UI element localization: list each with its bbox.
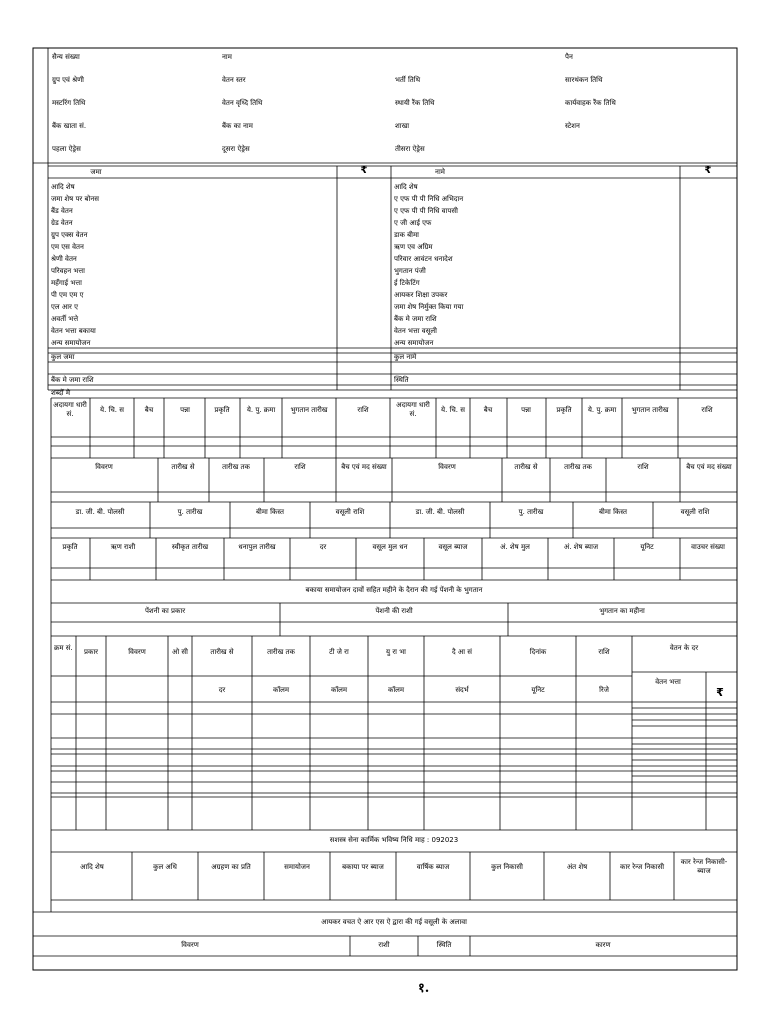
table-header: प्रकार [83, 648, 99, 656]
list-item: आदि शेष [51, 183, 75, 191]
service-number-label: सैन्य संख्या [52, 53, 80, 61]
table-header: अदायगा धारी सं. [396, 401, 430, 418]
table-header: राशि [598, 648, 610, 656]
page-number: १. [418, 981, 430, 996]
table-header: ओ सी [172, 648, 188, 656]
table-header: राशि [701, 406, 713, 414]
mustering-date-label: मस्टरिंग तिथि [52, 99, 86, 107]
list-item: श्रेणी वेतन [51, 255, 77, 263]
list-item: बैंक मे जमा राशि [394, 315, 437, 323]
table-header: वार्षिक ब्याज [416, 863, 450, 871]
pay-level-label: वेतन स्तर [222, 76, 246, 84]
table-header: बैच [483, 406, 493, 414]
list-item: वेतन भत्ता बकाया [51, 327, 96, 335]
list-item: ए एफ पी पी निधि वापसी [394, 207, 458, 215]
increment-date-label: वेतन वृध्दि तिथि [222, 99, 263, 107]
table-header: विवरण [438, 463, 456, 471]
table-header: तारीख तक [564, 463, 592, 471]
debit-items [394, 181, 674, 349]
bank-name-label: बैंक का नाम [222, 122, 253, 130]
table-header: तारीख से [514, 463, 538, 471]
section-title: बकाया समायोजन दावों सहित महीने के दैरान की गई पेंशनी के भुगतान [305, 586, 483, 594]
in-words-label: शब्दों मे [51, 389, 71, 397]
table-header: राशी [378, 941, 390, 949]
table-header: वसूली राशि [680, 508, 710, 516]
list-item: ए जी आई एफ [394, 219, 432, 227]
table-header: बैच एवं मद संख्या [686, 463, 732, 471]
list-item: अन्य समायोजन [394, 339, 434, 347]
pay-rate-header: वेतन के दर [669, 644, 699, 652]
table-header: भुगतान तारीख [290, 406, 328, 414]
table-header: तारीख से [210, 648, 234, 656]
table-header: भुगतान तारीख [631, 406, 669, 414]
table-header: कुल अधि [153, 863, 177, 871]
table-header: ये. पु. क्रमा [587, 406, 617, 414]
section-title: आयकर वचत ऐ आर एस ऐ द्वारा की गई वसूली के अलावा [321, 918, 467, 926]
list-item: ई टिकेटिंग [394, 279, 420, 287]
table-header: दर [218, 686, 226, 694]
table-header: प्रकृति [556, 406, 572, 414]
credit-title: जमा [90, 168, 102, 176]
credit-items [51, 181, 331, 349]
table-header: राशि [294, 463, 306, 471]
table-header: पन्ना [180, 406, 190, 414]
list-item: जमा शेष निर्मुक्त किया गया [394, 303, 464, 311]
debit-total-label: कुल नामे [394, 353, 417, 361]
list-item: परिवहन भत्ता [51, 267, 85, 275]
table-header: बकाया पर ब्याज [342, 863, 384, 871]
table-header: वाउचर संख्या [691, 543, 725, 551]
table-header: ये. पु. क्रमा [246, 406, 276, 414]
table-header: वसूली राशि [335, 508, 365, 516]
first-address-label: पहला ऐड्रेस [52, 145, 81, 153]
table-header: ऋण राशी [110, 543, 136, 551]
table-header: टी जे रा [329, 648, 349, 656]
list-item: एम एस वेतन [51, 243, 84, 251]
table-header: समायोजन [284, 863, 310, 871]
second-address-label: दूसरा ऐड्रेस [222, 145, 250, 153]
table-header: स्वीकृत तारीख [171, 543, 209, 551]
table-header: रिजे [599, 686, 609, 694]
status-label: स्थिति [394, 376, 409, 384]
list-item: ऋण एव अग्रिम [394, 243, 433, 251]
table-header: वसूल मुल धन [372, 543, 408, 551]
name-label: नाम [222, 53, 232, 61]
table-header: वसूल ब्याज [438, 543, 468, 551]
list-item: आदि शेष [394, 183, 418, 191]
assessment-date-label: सारथंकन तिथि [565, 76, 603, 84]
list-item: डाक बीमा [394, 231, 419, 239]
list-item: आयकर शिक्षा उपकर [394, 291, 448, 299]
table-header: विवरण [181, 941, 199, 949]
table-header: पेंशनी की राशी [375, 607, 413, 615]
table-header: प्रकृति [214, 406, 230, 414]
table-header: अग्रहण का प्रति [211, 863, 251, 871]
list-item: भुगतान पंजी [394, 267, 426, 275]
table-header: तारीख तक [267, 648, 295, 656]
table-header: डा. जी. बी. पोलसी [415, 508, 465, 516]
table-header: अं. शेष मुल [500, 543, 530, 551]
table-header: बीमा किस्त [256, 508, 284, 516]
list-item: ग्रुप एक्स वेतन [51, 231, 88, 239]
enrolment-date-label: भर्ती तिथि [395, 76, 421, 84]
table-header: दिनांक [529, 648, 547, 656]
table-header: कॉलम [272, 686, 290, 694]
rupee-icon: ₹ [716, 686, 724, 699]
table-header: कार रेन्ज निकासी-ब्याज [680, 858, 728, 875]
list-item: ग्रेड वेतन [51, 219, 73, 227]
table-header: राशि [637, 463, 649, 471]
list-item: पी एम एम ए [51, 291, 84, 299]
pan-label: पैन [565, 53, 573, 61]
table-header: बीमा किस्त [599, 508, 627, 516]
table-header: अं. शेष ब्याज [563, 543, 599, 551]
debit-title: नामे [435, 168, 445, 176]
list-item: बैंड वेतन [51, 207, 73, 215]
third-address-label: तीसरा ऐड्रेस [395, 145, 425, 153]
table-header: यु रा भा [386, 648, 406, 656]
table-header: कॉलम [330, 686, 348, 694]
credit-total-label: कुल जमा [51, 353, 75, 361]
list-item: जमा शेष पर बोनस [51, 195, 99, 203]
table-header: डा. जी. बी. पोलसी [75, 508, 125, 516]
table-header: तारीख से [171, 463, 195, 471]
table-header: तारीख तक [222, 463, 250, 471]
substantive-rank-date-label: स्थायी रैंक तिथि [395, 99, 435, 107]
section-title: सशस्त्र सेना कार्मिक भविष्य निधि माह : 092023 [329, 836, 459, 844]
list-item: ए एफ पी पी निधि अभिदान [394, 195, 464, 203]
table-header: अंत शेष [566, 863, 588, 871]
list-item: परिवार आवंटन धनादेश [394, 255, 453, 263]
station-label: स्टेशन [565, 122, 580, 130]
table-header: संदर्भ [455, 686, 469, 694]
debit-rupee-icon: ₹ [704, 165, 712, 176]
table-header: भुगतान का महीना [599, 607, 645, 615]
list-item: एल आर ए [51, 303, 78, 311]
table-header: बैच [144, 406, 154, 414]
bank-account-label: बैंक खाता सं. [52, 122, 87, 130]
group-category-label: ग्रुप एवं श्रेणी [52, 76, 84, 84]
credit-rupee-icon: ₹ [360, 165, 368, 176]
table-header: पेंशनी का प्रकार [144, 607, 186, 615]
branch-label: शाखा [395, 122, 410, 130]
table-header: यूनिट [640, 543, 654, 551]
pay-allowance-header: वेतन भत्ता [655, 678, 681, 686]
table-header: ये. चि. स [100, 406, 124, 414]
table-header: ये. चि. स [441, 406, 465, 414]
table-header: स्थिति [436, 941, 452, 949]
table-header: विवरण [95, 463, 113, 471]
table-header: धनापुल तारीख [238, 543, 276, 551]
table-header: प्रकृति [62, 543, 78, 551]
table-header: आदि शेष [80, 863, 104, 871]
table-header: विवरण [128, 648, 146, 656]
list-item: अन्य समायोजन [51, 339, 91, 347]
bank-deposit-label: बैंक मे जमा राशि [51, 376, 94, 384]
list-item: अवर्ती भत्ते [51, 315, 79, 323]
table-header: राशि [357, 406, 369, 414]
table-header: कार रेन्ज निकासी [619, 863, 665, 871]
table-header: पु. तारीख [177, 508, 203, 516]
table-header: बैच एवं मद संख्या [341, 463, 387, 471]
acting-rank-date-label: कार्यवाहक रैंक तिथि [565, 99, 616, 107]
table-header: यूनिट [531, 686, 545, 694]
table-header: पन्ना [521, 406, 531, 414]
list-item: महँगाई भत्ता [51, 279, 82, 287]
table-header: पु. तारीख [518, 508, 544, 516]
table-header: क्रम सं. [54, 644, 73, 652]
table-header: कॉलम [387, 686, 405, 694]
table-header: दै आ सं [451, 648, 473, 656]
list-item: वेतन भत्ता वसूली [394, 327, 437, 335]
table-header: कारण [595, 941, 611, 949]
table-header: अदायगा धारी सं. [53, 401, 87, 418]
table-header: कुल निकासी [491, 863, 523, 871]
table-header: दर [319, 543, 327, 551]
